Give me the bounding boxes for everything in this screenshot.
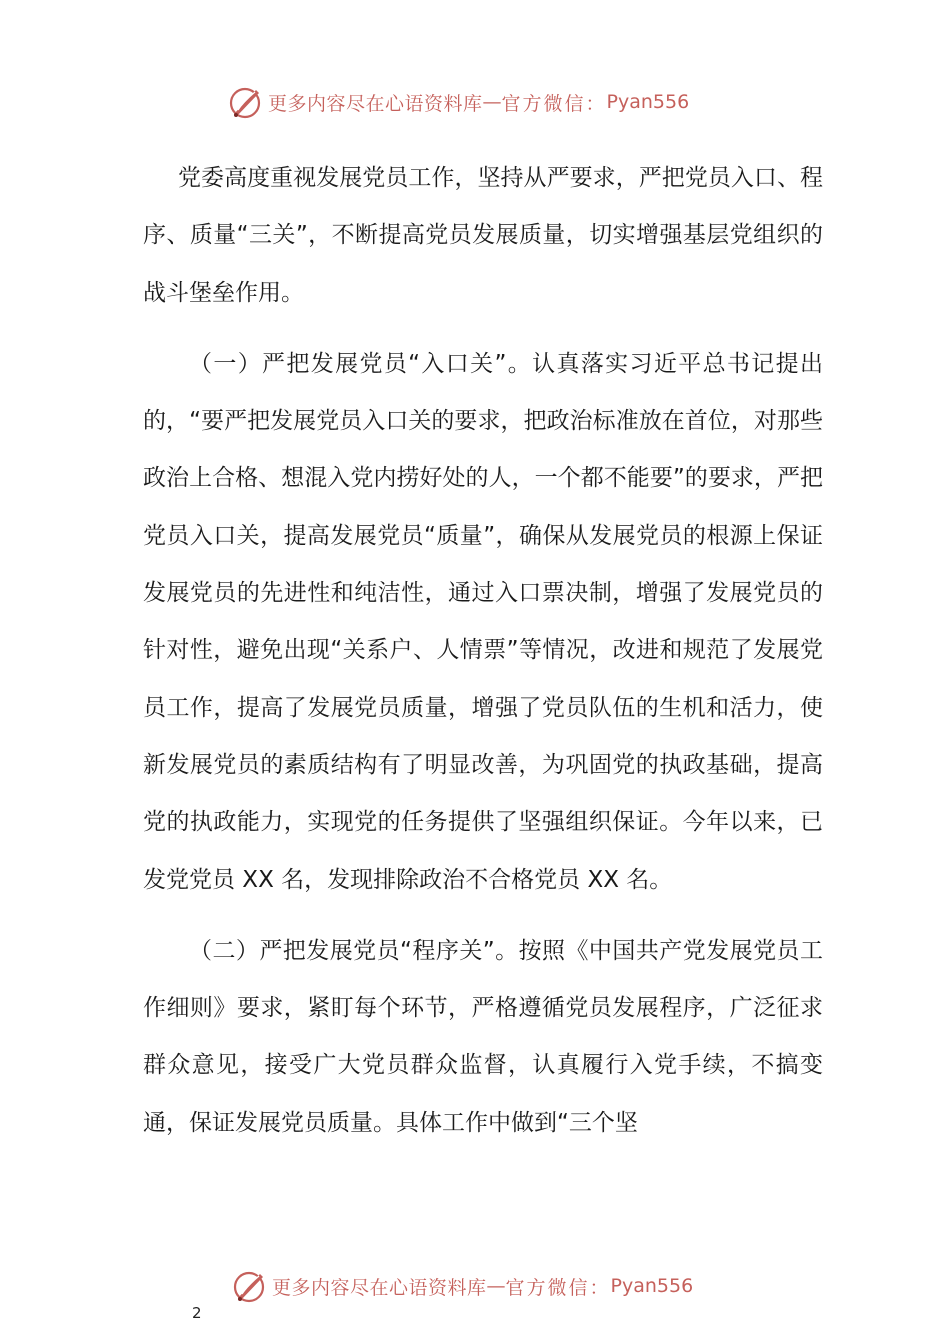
header-watermark: [0, 80, 950, 124]
page-number: 2: [192, 1304, 202, 1322]
watermark-banner: [228, 80, 689, 124]
paragraph-entry-gate: （一）严把发展党员“入口关”。认真落实习近平总书记提出的，“要严把发展党员入口关的要求，把政治标准放在首位，对那些政治上合格、想混入党内捞好处的人，一个都不能要”的要求，严把党员入口关，提高发展党员“质量”，确保从发展党员的根源上保证发展党员的先进性和纯洁性，通过入口票决制，增强了发展党员的针对性，避免出现“关系户、人情票”等情况，改进和规范了发展党员工作，提高了发展党员质量，增强了党员队伍的生机和活力，使新发展党员的素质结构有了明显改善，为巩固党的执政基础，提高党的执政能力，实现党的任务提供了坚强组织保证。今年以来，已发党党员 XX 名，发现排除政治不合格党员 XX 名。: [143, 350, 823, 893]
watermark-text: 更多内容尽在心语资料库: [268, 92, 483, 115]
document-body: [143, 150, 823, 1152]
watermark-separator: —: [482, 91, 502, 113]
quill-logo-icon: [232, 1268, 268, 1304]
watermark-banner: [232, 1264, 693, 1308]
watermark-separator: —: [486, 1275, 506, 1297]
paragraph-intro: 党委高度重视发展党员工作，坚持从严要求，严把党员入口、程序、质量“三关”，不断提高党员发展质量，切实增强基层党组织的战斗堡垒作用。: [143, 165, 823, 306]
watermark-wechat-id: Pyan556: [606, 91, 690, 113]
quill-logo-icon: [228, 84, 264, 120]
paragraph-procedure-gate: （二）严把发展党员“程序关”。按照《中国共产党发展党员工作细则》要求，紧盯每个环节，严格遵循党员发展程序，广泛征求群众意见，接受广大党员群众监督，认真履行入党手续，不搞变通，保证发展党员质量。具体工作中做到“三个坚: [143, 937, 823, 1136]
watermark-wechat-label: 官方微信：: [501, 92, 607, 115]
watermark-text: 更多内容尽在心语资料库: [272, 1276, 487, 1299]
footer-watermark: [0, 1264, 950, 1308]
watermark-wechat-label: 官方微信：: [505, 1276, 611, 1299]
watermark-wechat-id: Pyan556: [610, 1275, 694, 1297]
